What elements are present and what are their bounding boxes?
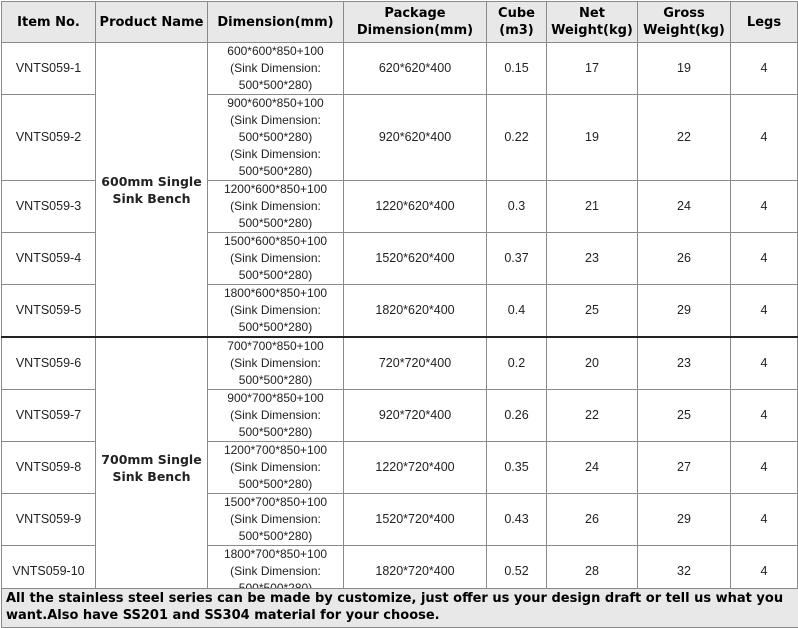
cube-cell: 0.15 bbox=[487, 43, 547, 95]
legs-cell: 4 bbox=[731, 546, 798, 598]
gross-weight-cell: 19 bbox=[638, 43, 731, 95]
package-cell: 620*620*400 bbox=[344, 43, 487, 95]
dimension-line: (Sink Dimension: bbox=[230, 356, 321, 370]
header-cube bbox=[487, 2, 547, 43]
dimension-line: (Sink Dimension: bbox=[230, 61, 321, 75]
gross-weight-cell: 26 bbox=[638, 233, 731, 285]
gross-weight-cell: 29 bbox=[638, 494, 731, 546]
legs-cell: 4 bbox=[731, 442, 798, 494]
legs-cell: 4 bbox=[731, 285, 798, 338]
net-weight-cell: 17 bbox=[547, 43, 638, 95]
header-net-line1: Net bbox=[579, 6, 605, 21]
net-weight-cell: 21 bbox=[547, 181, 638, 233]
product-name-line2: Sink Bench bbox=[112, 190, 191, 206]
dimension-cell bbox=[208, 337, 344, 390]
item-no-cell: VNTS059-10 bbox=[2, 546, 96, 598]
product-name-cell bbox=[96, 337, 208, 598]
product-name-cell bbox=[96, 43, 208, 338]
net-weight-cell: 26 bbox=[547, 494, 638, 546]
dimension-line: (Sink Dimension: bbox=[230, 113, 321, 127]
header-cube-line2: (m3) bbox=[499, 23, 534, 38]
net-weight-cell: 19 bbox=[547, 95, 638, 181]
package-cell: 1220*620*400 bbox=[344, 181, 487, 233]
legs-cell: 4 bbox=[731, 494, 798, 546]
dimension-line: 600*600*850+100 bbox=[227, 44, 324, 58]
dimension-cell bbox=[208, 43, 344, 95]
dimension-line: 500*500*280) bbox=[238, 529, 313, 543]
item-no-cell: VNTS059-7 bbox=[2, 390, 96, 442]
dimension-cell bbox=[208, 181, 344, 233]
item-no-cell: VNTS059-4 bbox=[2, 233, 96, 285]
item-no-cell: VNTS059-8 bbox=[2, 442, 96, 494]
product-name-line1: 600mm Single bbox=[101, 173, 202, 189]
package-cell: 1820*620*400 bbox=[344, 285, 487, 338]
dimension-line: 700*700*850+100 bbox=[227, 339, 324, 353]
item-no-cell: VNTS059-2 bbox=[2, 95, 96, 181]
dimension-cell bbox=[208, 442, 344, 494]
dimension-line: 500*500*280) bbox=[238, 320, 313, 334]
cube-cell: 0.3 bbox=[487, 181, 547, 233]
gross-weight-cell: 27 bbox=[638, 442, 731, 494]
net-weight-cell: 24 bbox=[547, 442, 638, 494]
item-no-cell: VNTS059-3 bbox=[2, 181, 96, 233]
dimension-line: (Sink Dimension: bbox=[230, 564, 321, 578]
dimension-line: 1200*600*850+100 bbox=[223, 182, 328, 196]
header-row bbox=[2, 2, 798, 43]
dimension-line: (Sink Dimension: bbox=[230, 147, 321, 161]
legs-cell: 4 bbox=[731, 233, 798, 285]
dimension-line: (Sink Dimension: bbox=[230, 408, 321, 422]
header-cube-line1: Cube bbox=[498, 6, 535, 21]
header-package-dimension bbox=[344, 2, 487, 43]
product-name-line2: Sink Bench bbox=[112, 468, 191, 484]
header-legs: Legs bbox=[731, 2, 798, 43]
dimension-line: 500*500*280) bbox=[238, 425, 313, 439]
gross-weight-cell: 29 bbox=[638, 285, 731, 338]
package-cell: 920*720*400 bbox=[344, 390, 487, 442]
package-cell: 1220*720*400 bbox=[344, 442, 487, 494]
table-row bbox=[2, 337, 798, 390]
header-net-weight bbox=[547, 2, 638, 43]
item-no-cell: VNTS059-1 bbox=[2, 43, 96, 95]
item-no-cell: VNTS059-9 bbox=[2, 494, 96, 546]
header-gross-line2: Weight(kg) bbox=[643, 23, 725, 38]
dimension-line: 1800*700*850+100 bbox=[223, 547, 328, 561]
legs-cell: 4 bbox=[731, 337, 798, 390]
net-weight-cell: 23 bbox=[547, 233, 638, 285]
cube-cell: 0.37 bbox=[487, 233, 547, 285]
dimension-line: 900*600*850+100 bbox=[227, 96, 324, 110]
net-weight-cell: 20 bbox=[547, 337, 638, 390]
net-weight-cell: 22 bbox=[547, 390, 638, 442]
cube-cell: 0.52 bbox=[487, 546, 547, 598]
dimension-line: 500*500*280) bbox=[238, 78, 313, 92]
cube-cell: 0.22 bbox=[487, 95, 547, 181]
net-weight-cell: 25 bbox=[547, 285, 638, 338]
dimension-cell bbox=[208, 95, 344, 181]
gross-weight-cell: 32 bbox=[638, 546, 731, 598]
package-cell: 920*620*400 bbox=[344, 95, 487, 181]
package-cell: 720*720*400 bbox=[344, 337, 487, 390]
net-weight-cell: 28 bbox=[547, 546, 638, 598]
header-product-name: Product Name bbox=[96, 2, 208, 43]
cube-cell: 0.4 bbox=[487, 285, 547, 338]
dimension-cell bbox=[208, 233, 344, 285]
dimension-line: (Sink Dimension: bbox=[230, 303, 321, 317]
cube-cell: 0.43 bbox=[487, 494, 547, 546]
header-gross-line1: Gross bbox=[663, 6, 705, 21]
dimension-line: (Sink Dimension: bbox=[230, 512, 321, 526]
header-net-line2: Weight(kg) bbox=[551, 23, 633, 38]
header-package-line1: Package bbox=[384, 6, 446, 21]
dimension-cell bbox=[208, 494, 344, 546]
gross-weight-cell: 23 bbox=[638, 337, 731, 390]
dimension-line: 900*700*850+100 bbox=[227, 391, 324, 405]
dimension-line: 500*500*280) bbox=[238, 268, 313, 282]
dimension-line: 500*500*280) bbox=[238, 373, 313, 387]
dimension-line: 1500*600*850+100 bbox=[223, 234, 328, 248]
legs-cell: 4 bbox=[731, 181, 798, 233]
dimension-cell bbox=[208, 390, 344, 442]
package-cell: 1520*620*400 bbox=[344, 233, 487, 285]
dimension-line: 1200*700*850+100 bbox=[223, 443, 328, 457]
dimension-line: (Sink Dimension: bbox=[230, 460, 321, 474]
footer-note: All the stainless steel series can be made by customize, just offer us your design draft or tell us what you want.Also have SS201 and SS304 material for your choose. bbox=[1, 588, 798, 628]
dimension-line: (Sink Dimension: bbox=[230, 199, 321, 213]
dimension-line: (Sink Dimension: bbox=[230, 251, 321, 265]
item-no-cell: VNTS059-6 bbox=[2, 337, 96, 390]
item-no-cell: VNTS059-5 bbox=[2, 285, 96, 338]
dimension-line: 500*500*280) bbox=[238, 477, 313, 491]
gross-weight-cell: 25 bbox=[638, 390, 731, 442]
legs-cell: 4 bbox=[731, 43, 798, 95]
cube-cell: 0.2 bbox=[487, 337, 547, 390]
cube-cell: 0.26 bbox=[487, 390, 547, 442]
gross-weight-cell: 24 bbox=[638, 181, 731, 233]
header-package-line2: Dimension(mm) bbox=[356, 23, 474, 38]
package-cell: 1520*720*400 bbox=[344, 494, 487, 546]
dimension-line: 500*500*280) bbox=[238, 130, 313, 144]
header-gross-weight bbox=[638, 2, 731, 43]
package-cell: 1820*720*400 bbox=[344, 546, 487, 598]
header-dimension: Dimension(mm) bbox=[208, 2, 344, 43]
dimension-line: 1500*700*850+100 bbox=[223, 495, 328, 509]
gross-weight-cell: 22 bbox=[638, 95, 731, 181]
dimension-cell bbox=[208, 285, 344, 338]
header-item-no: Item No. bbox=[2, 2, 96, 43]
product-spec-table bbox=[1, 1, 798, 598]
product-name-line1: 700mm Single bbox=[101, 451, 202, 467]
table-row bbox=[2, 43, 798, 95]
dimension-line: 1800*600*850+100 bbox=[223, 286, 328, 300]
cube-cell: 0.35 bbox=[487, 442, 547, 494]
legs-cell: 4 bbox=[731, 95, 798, 181]
legs-cell: 4 bbox=[731, 390, 798, 442]
dimension-line: 500*500*280) bbox=[238, 164, 313, 178]
dimension-line: 500*500*280) bbox=[238, 216, 313, 230]
